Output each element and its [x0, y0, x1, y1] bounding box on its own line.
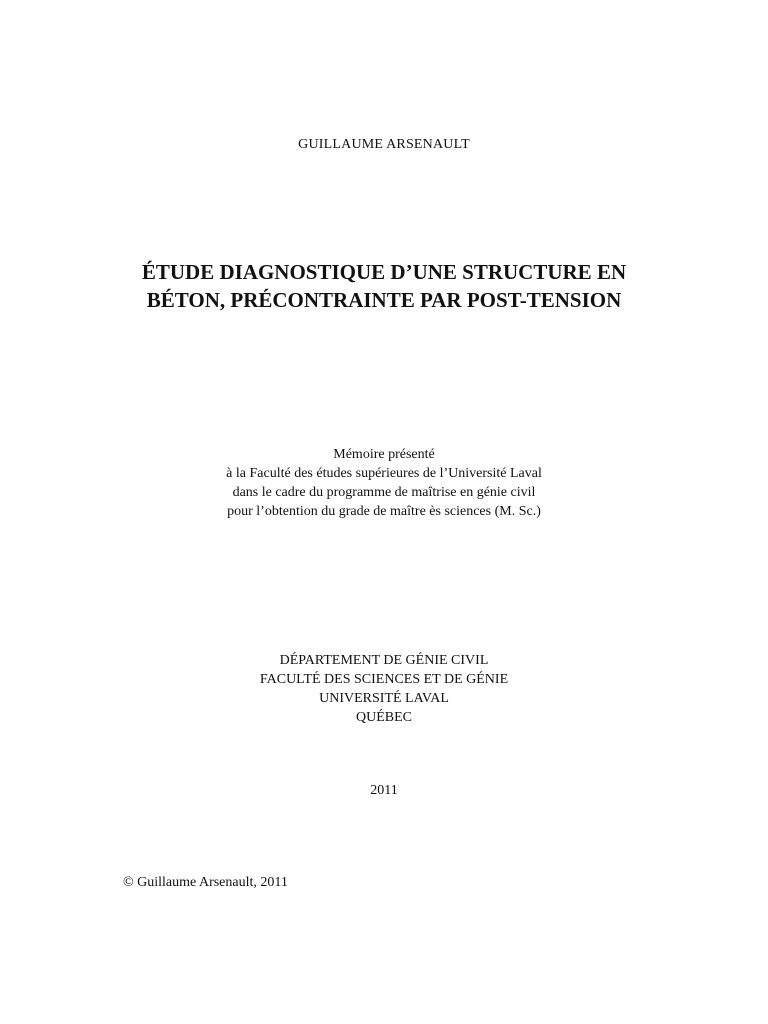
faculty-name: FACULTÉ DES SCIENCES ET DE GÉNIE [259, 672, 509, 687]
institution-block [0, 651, 768, 727]
thesis-title-line: ÉTUDE DIAGNOSTIQUE D’UNE STRUCTURE EN [141, 260, 627, 284]
memoir-statement [0, 445, 768, 521]
thesis-title [0, 258, 768, 314]
memoir-line: à la Faculté des études supérieures de l’Université Laval [226, 466, 542, 481]
university-name: UNIVERSITÉ LAVAL [319, 691, 449, 706]
thesis-title-line: BÉTON, PRÉCONTRAINTE PAR POST-TENSION [146, 288, 622, 312]
memoir-line: pour l’obtention du grade de maître ès sciences (M. Sc.) [227, 504, 541, 519]
department-name: DÉPARTEMENT DE GÉNIE CIVIL [279, 653, 489, 668]
city-name: QUÉBEC [356, 710, 412, 725]
publication-year: 2011 [370, 783, 398, 798]
copyright-notice: © Guillaume Arsenault, 2011 [123, 875, 288, 890]
author-name: GUILLAUME ARSENAULT [298, 137, 470, 152]
memoir-line: dans le cadre du programme de maîtrise en génie civil [232, 485, 536, 500]
memoir-line: Mémoire présenté [333, 447, 435, 462]
